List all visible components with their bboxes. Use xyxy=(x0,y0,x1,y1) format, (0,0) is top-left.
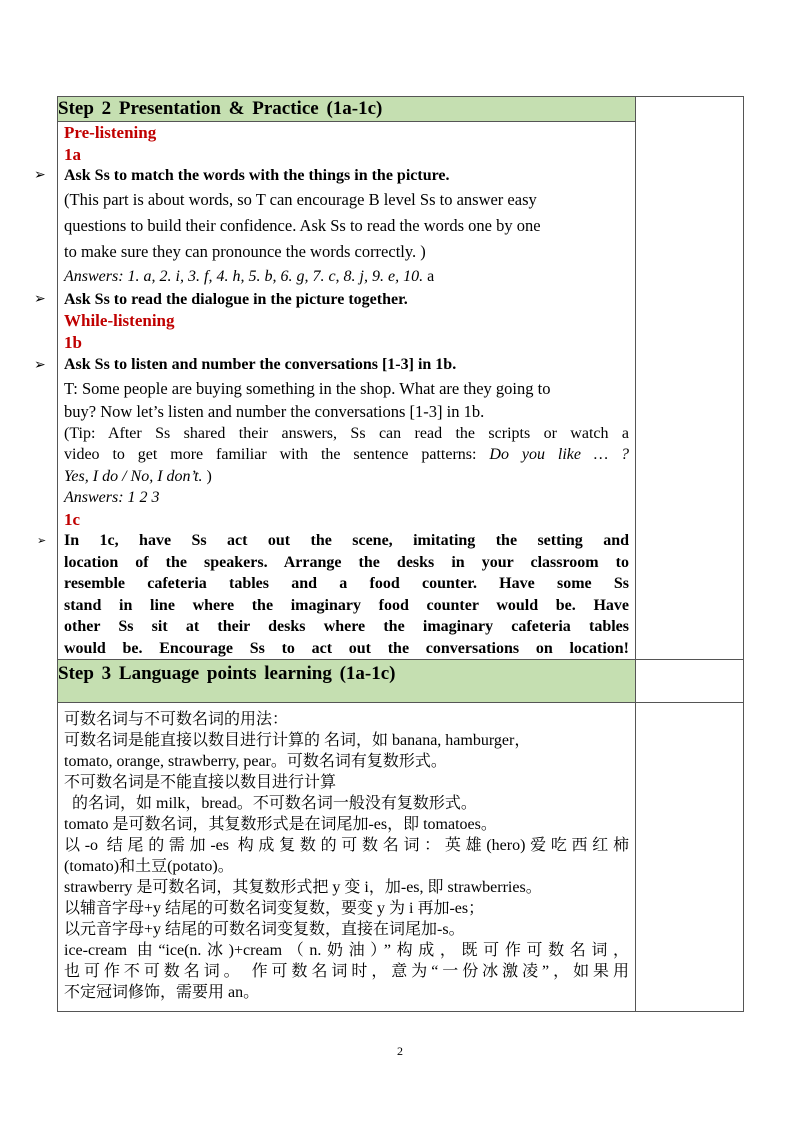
language-line: tomato, orange, strawberry, pear。可数名词有复数形式。 xyxy=(64,753,447,770)
language-line: tomato 是可数名词，其复数形式是在词尾加-es，即 tomatoes。 xyxy=(64,816,497,833)
tip-line2b: Do you like … ? xyxy=(489,446,630,463)
answers-1b: Answers: 1 2 3 xyxy=(64,489,160,506)
language-line: (tomato)和土豆(potato)。 xyxy=(64,858,234,875)
answers-1a: Answers: 1. a, 2. i, 3. f, 4. h, 5. b, 6. g, 7. c, 8. j, 9. e, 10. xyxy=(64,267,424,285)
page-number: 2 xyxy=(397,1044,403,1058)
step2-content-cell xyxy=(34,122,636,660)
step3-header: Step 3 Language points learning (1a-1c) xyxy=(58,660,636,703)
arrow-bullet-icon: ➢ xyxy=(34,290,46,307)
while-listening-heading: While-listening xyxy=(64,311,175,330)
label-1b: 1b xyxy=(64,332,82,352)
language-line: 以元音字母+y 结尾的可数名词变复数，直接在词尾加-s。 xyxy=(64,921,465,938)
note-1a-line1: (This part is about words, so T can encourage B level Ss to answer easy xyxy=(64,189,537,209)
task-1c-line: stand in line where the imaginary food counter would be. Have xyxy=(64,596,629,614)
language-line: strawberry 是可数名词，其复数形式把 y 变 i，加-es, 即 strawberries。 xyxy=(64,879,542,896)
language-line: 可数名词是能直接以数目进行计算的 名词，如 banana, hamburger， xyxy=(64,732,531,749)
language-line: ice-cream 由“ice(n.冰)+cream（n.奶油）”构成，既可作可数名词， xyxy=(64,942,629,959)
language-line: 不可数名词是不能直接以数目进行计算 xyxy=(64,774,337,791)
language-line: 以辅音字母+y 结尾的可数名词变复数，要变 y 为 i 再加-es； xyxy=(64,900,485,917)
notes-cell xyxy=(636,97,744,660)
step2-header: Step 2 Presentation & Practice (1a-1c) xyxy=(58,97,636,122)
task-1a: Ask Ss to match the words with the things in the picture. xyxy=(64,167,450,184)
arrow-bullet-icon: ➢ xyxy=(34,167,46,183)
tip-line2a: video to get more familiar with the sentence patterns: xyxy=(64,446,477,463)
task-1c-line: resemble cafeteria tables and a food counter. Have some Ss xyxy=(64,575,629,592)
pre-listening-heading: Pre-listening xyxy=(64,123,157,142)
language-line: 可数名词与不可数名词的用法： xyxy=(64,711,289,728)
lesson-plan-table xyxy=(34,96,744,1012)
arrow-bullet-icon: ➢ xyxy=(37,534,47,547)
language-line: 以-o 结尾的需加-es 构成复数的可数名词：英雄(hero)爱吃西红柿 xyxy=(64,837,629,854)
language-line: 不定冠词修饰，需要用 an。 xyxy=(64,984,260,1001)
note-1a-line3: to make sure they can pronounce the words correctly. ) xyxy=(64,241,426,261)
notes-cell xyxy=(636,660,744,703)
arrow-bullet-icon: ➢ xyxy=(34,357,46,373)
task-1c-line: location of the speakers. Arrange the desks in your classroom to xyxy=(64,553,629,571)
task-1c-line: In 1c, have Ss act out the scene, imitating the setting and xyxy=(64,532,629,549)
label-1c: 1c xyxy=(64,509,81,529)
language-line: 的名词，如 milk，bread。不可数名词一般没有复数形式。 xyxy=(64,795,477,812)
tip-line3b: ) xyxy=(202,467,212,485)
tip-line3a: Yes, I do / No, I don’t. xyxy=(64,467,203,485)
notes-cell xyxy=(636,703,744,1012)
label-1a: 1a xyxy=(64,144,81,164)
task-1b: Ask Ss to listen and number the conversations [1-3] in 1b. xyxy=(64,356,457,373)
task-dialogue: Ask Ss to read the dialogue in the picture together. xyxy=(64,290,408,308)
t-1b-line1: T: Some people are buying something in the shop. What are they going to xyxy=(64,379,551,398)
t-1b-line2: buy? Now let’s listen and number the conversations [1-3] in 1b. xyxy=(64,402,485,421)
language-line: 也可作不可数名词。 作可数名词时，意为“一份冰激凌”，如果用 xyxy=(64,963,629,980)
tip-line1: (Tip: After Ss shared their answers, Ss can read the scripts or watch a xyxy=(64,424,629,442)
step3-content-cell xyxy=(58,703,636,1012)
task-1c-line: would be. Encourage Ss to act out the conversations on location! xyxy=(64,639,629,657)
note-1a-line2: questions to build their confidence. Ask Ss to read the words one by one xyxy=(64,215,541,235)
task-1c-line: other Ss sit at their desks where the imaginary cafeteria tables xyxy=(64,618,629,635)
answers-1a-last: a xyxy=(427,267,435,285)
